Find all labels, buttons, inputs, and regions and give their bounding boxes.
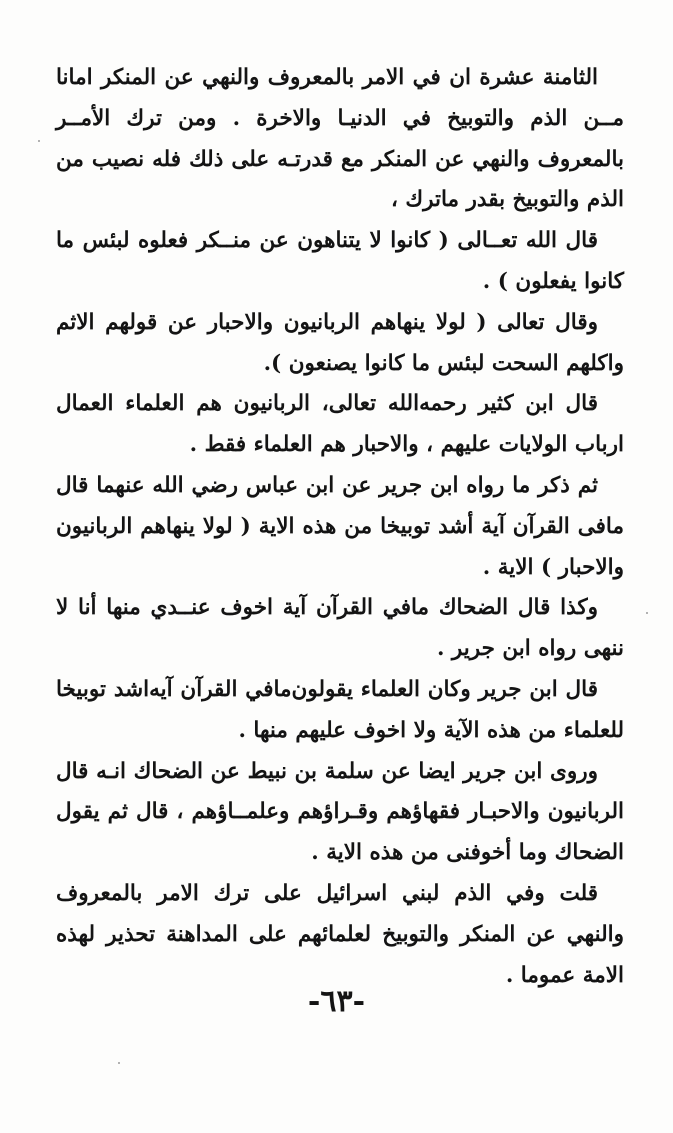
scan-speck — [646, 612, 648, 614]
page-body-text — [56, 58, 624, 996]
paragraph-9: قلت وفي الذم لبني اسرائيل على ترك الامر بالمعروف والنهي عن المنكر والتوبيخ لعلمائهم على المداهنة تحذير لهذه الامة عموما . — [56, 880, 624, 988]
paragraph-2: قال الله تعــالى ( كانوا لا يتناهون عن منــكر فعلوه لبئس ما كانوا يفعلون ) . — [56, 228, 624, 294]
paragraph-4: قال ابن كثير رحمه‌الله تعالى، الربانيون هم العلماء العمال ارباب الولايات عليهم ، والاحبار هم العلماء فقط . — [56, 391, 624, 458]
paragraph-3: وقال تعالى ( لولا ينهاهم الربانيون والاحبار عن قولهم الاثم واكلهم السحت لبئس ما كانوا يصنعون ). — [56, 309, 624, 376]
scan-speck — [38, 140, 40, 142]
paragraph-8: وروى ابن جرير ايضا عن سلمة بن نبيط عن الضحاك انـه قال الربانيون والاحبـار فقهاؤهم وقـراؤهم وعلمــاؤهم ، قال ثم يقول الضحاك وما أخوفنى من هذه الاية . — [56, 758, 624, 866]
paragraph-7: قال ابن جرير وكان العلماء يقولون‌مافي القرآن آيه‌اشد توبيخا للعلماء من هذه الآية ولا اخوف عليهم منها . — [56, 676, 624, 743]
page-number: -٦٣- — [307, 984, 366, 1019]
scan-speck — [118, 1062, 120, 1064]
paragraph-1: الثامنة عشرة ان في الامر بالمعروف والنهي عن المنكر امانا مــن الذم والتوبيخ في الدنيـا والاخرة . ومن ترك الأمــر بالمعروف والنهي عن المنكر مع قدرتـه على ذلك فله نصيب من الذم والتوبيخ بقدر ماترك ، — [56, 65, 624, 213]
paragraph-5: ثم ذكر ما رواه ابن جرير عن ابن عباس رضي الله عنهما قال مافى القرآن آية أشد توبيخا من هذه الاية ( لولا ينهاهم الربانيون والاحبار ) الاية . — [56, 472, 624, 580]
paragraph-6: وكذا قال الضحاك مافي القرآن آية اخوف عنــدي منها أنا لا ننهى رواه ابن جرير . — [56, 595, 624, 662]
